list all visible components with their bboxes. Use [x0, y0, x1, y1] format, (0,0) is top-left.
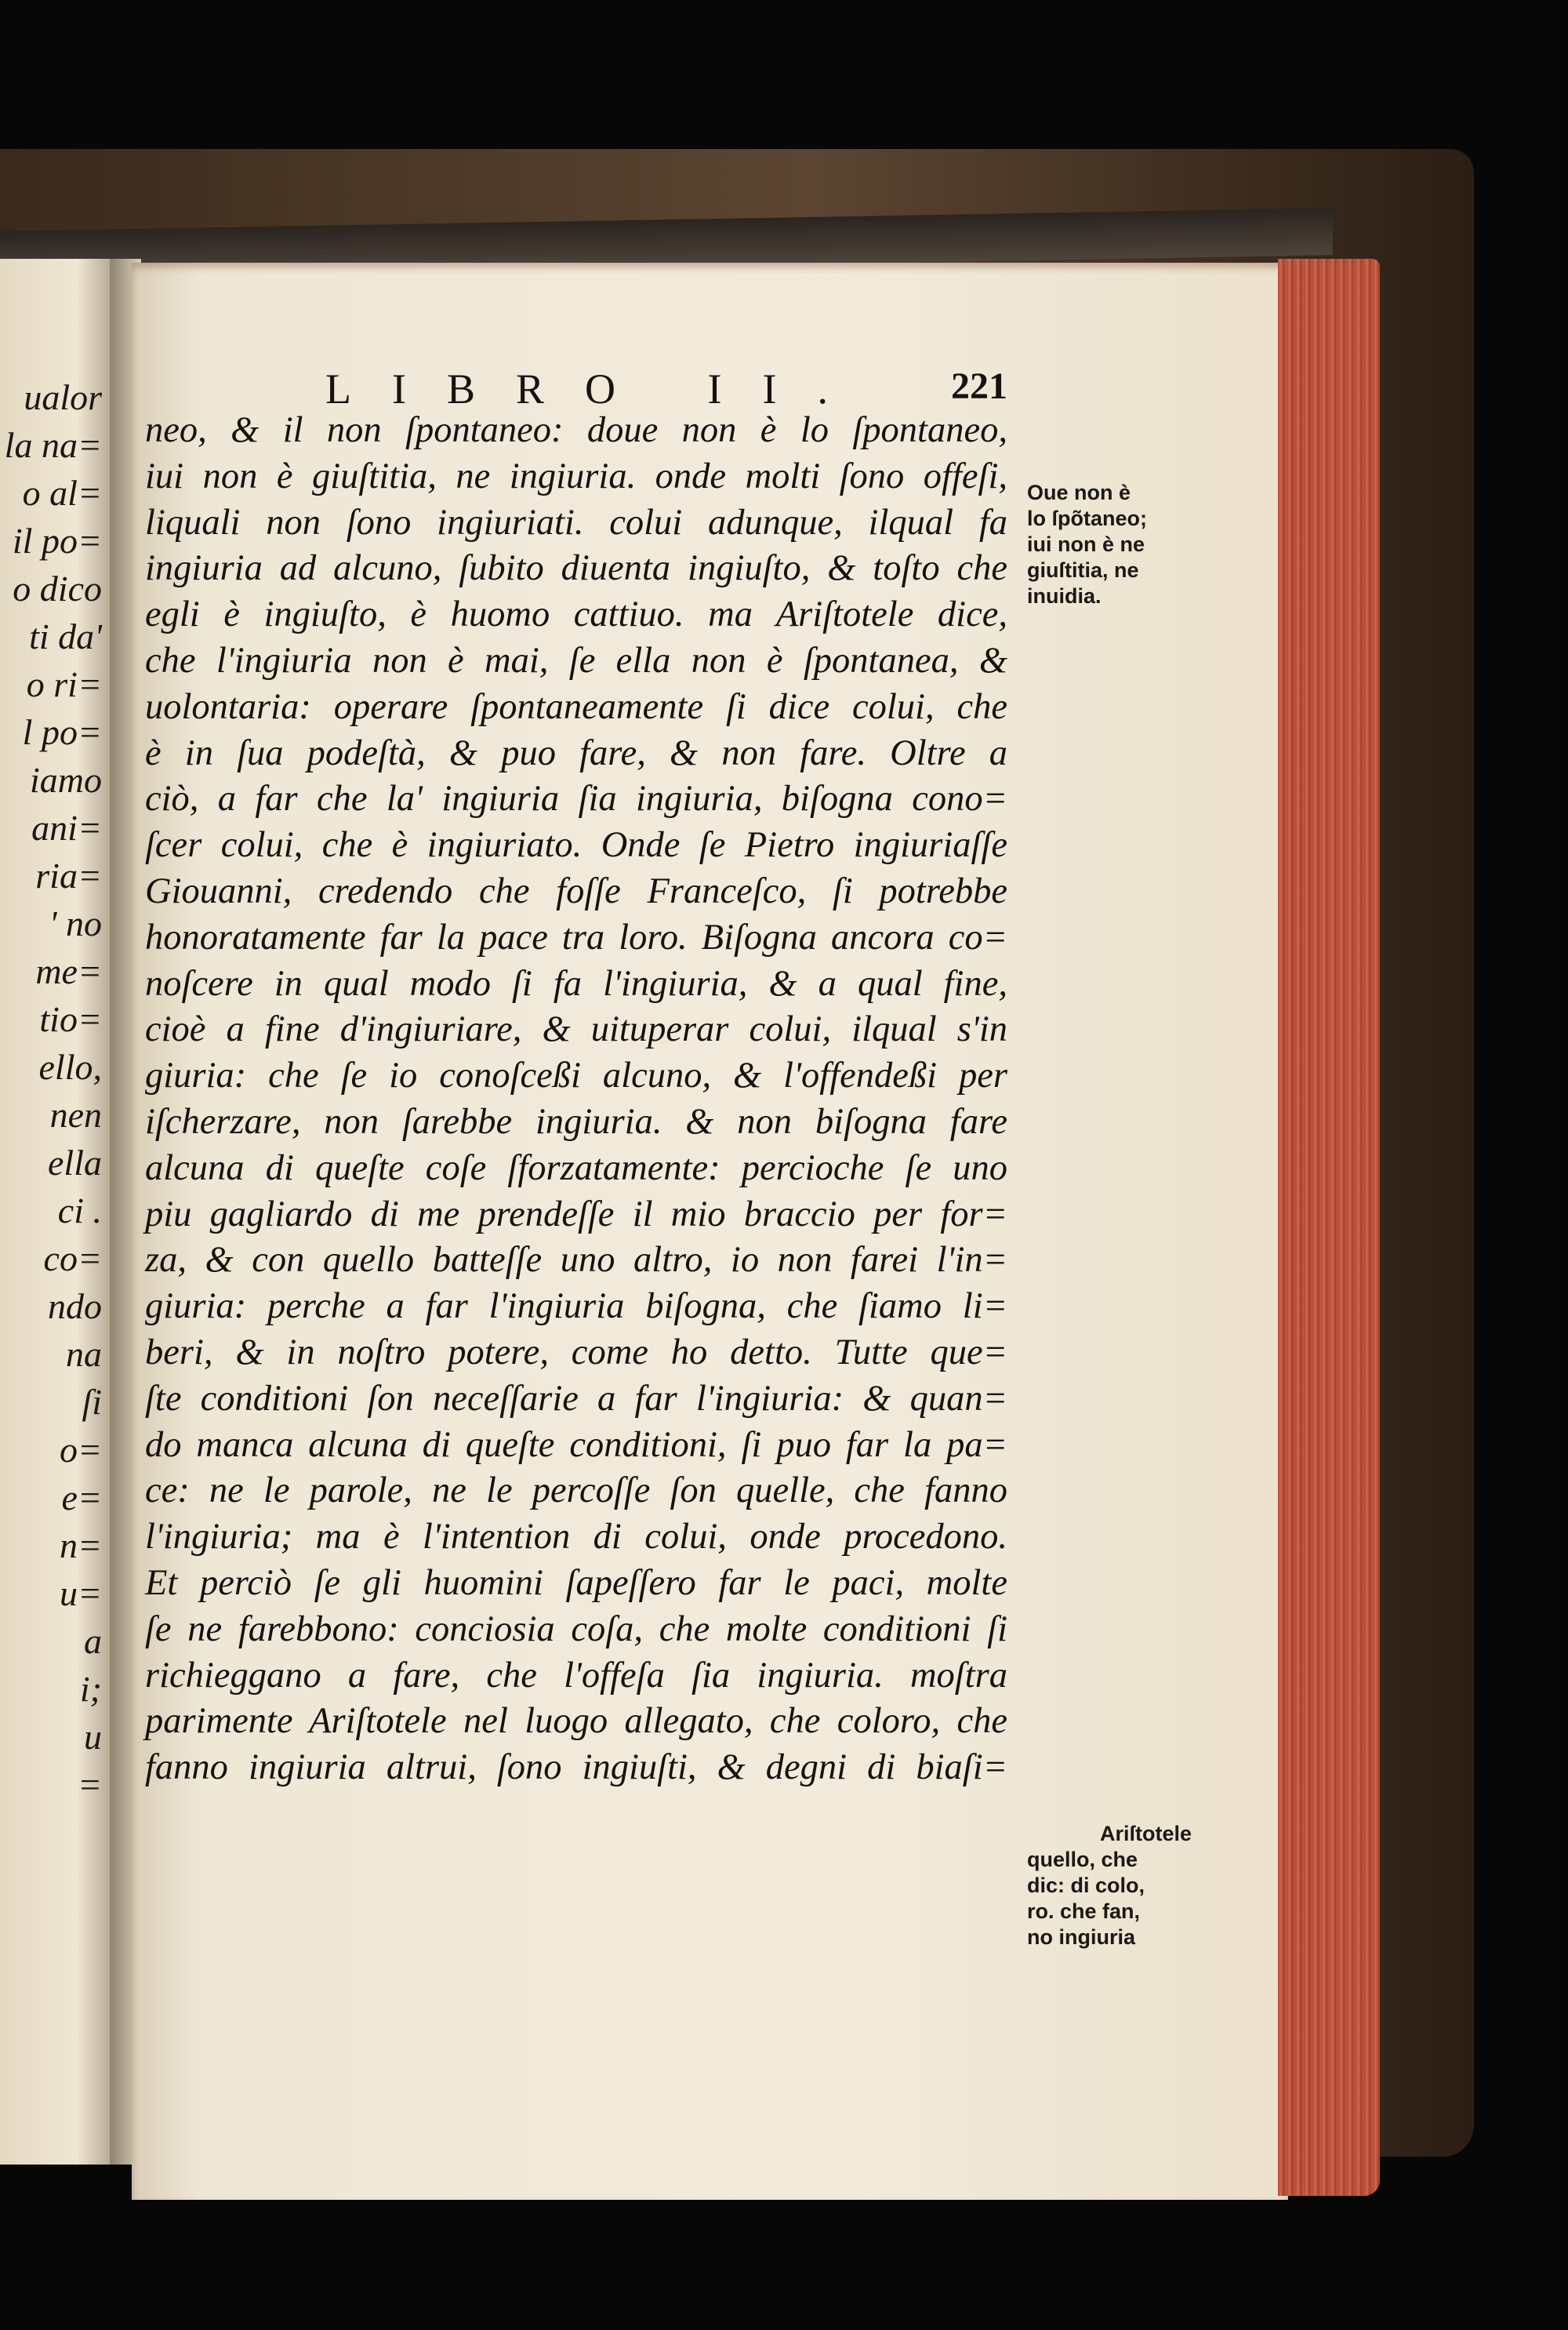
text-line: egli è ingiuſto, è huomo cattiuo. ma Ariſtotele dice, [145, 594, 1007, 635]
text-line: ce: ne le parole, ne le percoſſe ſon quelle, che fanno [145, 1470, 1007, 1511]
left-page-line-fragment: i; [79, 1669, 102, 1709]
text-line: liquali non ſono ingiuriati. colui adunque, ilqual fa [145, 502, 1007, 543]
left-page-line-fragment: co= [43, 1238, 102, 1278]
text-line: ſte conditioni ſon neceſſarie a far l'ingiuria: & quan= [145, 1378, 1007, 1419]
text-line: noſcere in qual modo ſi fa l'ingiuria, & a qual fine, [145, 963, 1007, 1004]
left-page-line-fragment: me= [35, 951, 102, 991]
text-line: Et perciò ſe gli huomini ſapeſſero far le paci, molte [145, 1562, 1007, 1603]
text-line: honoratamente far la pace tra loro. Biſogna ancora co= [145, 917, 1007, 958]
text-line: cioè a fine d'ingiuriare, & uituperar colui, ilqual s'in [145, 1009, 1007, 1050]
text-line: giuria: perche a far l'ingiuria biſogna, che ſiamo li= [145, 1286, 1007, 1327]
left-page-line-fragment: e= [61, 1478, 102, 1518]
text-line: uolontaria: operare ſpontaneamente ſi dice colui, che [145, 686, 1007, 727]
running-title: LIBRO II. [325, 365, 869, 413]
left-page-line-fragment: l po= [22, 712, 102, 752]
marginal-note-line: Oue non è [1027, 481, 1131, 504]
text-line: è in ſua podeſtà, & puo fare, & non fare. Oltre a [145, 732, 1007, 773]
marginal-note-line: Ariſtotele [1099, 1822, 1192, 1845]
left-page-line-fragment: na [66, 1334, 102, 1374]
left-page-line-fragment: o= [59, 1430, 102, 1470]
text-line: neo, & il non ſpontaneo: doue non è lo ſpontaneo, [145, 410, 1007, 450]
left-page-line-fragment: o dico [13, 569, 102, 609]
text-line: beri, & in noſtro potere, come ho detto. Tutte que= [145, 1332, 1007, 1372]
marginal-note-line: no ingiuria [1027, 1925, 1135, 1949]
left-page-line-fragment: ria= [35, 856, 102, 896]
text-line: iſcherzare, non ſarebbe ingiuria. & non biſogna fare [145, 1101, 1007, 1142]
text-line: ſe ne farebbono: conciosia coſa, che molte conditioni ſi [145, 1608, 1007, 1649]
left-page-line-fragment: ello, [38, 1047, 102, 1087]
left-page-line-fragment: u= [59, 1573, 102, 1613]
text-line: do manca alcuna di queſte conditioni, ſi puo far la pa= [145, 1424, 1007, 1465]
text-line: richieggano a fare, che l'offeſa ſia ingiuria. moſtra [145, 1655, 1007, 1696]
left-page-line-fragment: ani= [31, 808, 102, 848]
text-line: parimente Ariſtotele nel luogo allegato, che coloro, che [145, 1701, 1007, 1742]
text-line: Giouanni, credendo che foſſe Franceſco, ſi potrebbe [145, 871, 1007, 911]
left-page-line-fragment: o ri= [26, 664, 102, 704]
text-line: za, & con quello batteſſe uno altro, io non farei l'in= [145, 1240, 1007, 1281]
text-line: l'ingiuria; ma è l'intention di colui, onde procedono. [145, 1517, 1007, 1558]
left-page [0, 259, 110, 2165]
main-text-block [145, 408, 1007, 1791]
marginal-note [1027, 480, 1147, 609]
left-page-line-fragment: = [77, 1765, 102, 1805]
left-page-line-fragment: o al= [22, 473, 102, 513]
marginal-note-line: giuſtitia, ne [1027, 558, 1139, 582]
marginal-note-line: iui non è ne [1027, 533, 1145, 556]
text-line: ingiuria ad alcuno, ſubito diuenta ingiuſto, & toſto che [145, 548, 1007, 589]
page-edges [1278, 259, 1380, 2196]
text-line: ciò, a far che la' ingiuria ſia ingiuria, biſogna cono= [145, 779, 1007, 820]
left-page-line-fragment: il po= [12, 521, 102, 561]
text-line: giuria: che ſe io conoſceßi alcuno, & l'offendeßi per [145, 1056, 1007, 1096]
left-page-line-fragment: nen [49, 1095, 102, 1135]
left-page-line-fragment: u [84, 1717, 102, 1757]
text-line: fanno ingiuria altrui, ſono ingiuſti, & degni di biaſi= [145, 1747, 1007, 1788]
left-page-line-fragment: a [84, 1621, 102, 1661]
marginal-note-line: ro. che fan, [1027, 1899, 1141, 1923]
marginal-note [1027, 1821, 1192, 1950]
text-line: ſcer colui, che è ingiuriato. Onde ſe Pietro ingiuriaſſe [145, 825, 1007, 866]
text-line: iui non è giuſtitia, ne ingiuria. onde molti ſono offeſi, [145, 456, 1007, 496]
left-page-line-fragment: ' no [49, 903, 102, 943]
left-page-line-fragment: la na= [4, 425, 102, 465]
marginal-note-line: inuidia. [1027, 584, 1102, 608]
left-page-line-fragment: ci . [57, 1190, 102, 1230]
marginal-note-line: dic: di colo, [1027, 1874, 1145, 1897]
text-line: piu gagliardo di me prendeſſe il mio braccio per for= [145, 1194, 1007, 1234]
left-page-line-fragment: n= [59, 1525, 102, 1565]
left-page-line-fragment: ti da' [29, 616, 102, 656]
left-page-line-fragment: iamo [30, 760, 102, 800]
left-page-line-fragment: ualor [24, 377, 102, 417]
text-line: che l'ingiuria non è mai, ſe ella non è ſpontanea, & [145, 640, 1007, 681]
marginal-note-line: quello, che [1027, 1848, 1138, 1871]
left-page-line-fragment: tio= [39, 999, 102, 1039]
marginal-note-line: lo ſpõtaneo; [1027, 507, 1147, 530]
page-number: 221 [951, 365, 1007, 407]
left-page-line-fragment: ella [48, 1143, 102, 1183]
text-line: alcuna di queſte coſe ſforzatamente: percioche ſe uno [145, 1147, 1007, 1188]
left-page-line-fragment: ndo [48, 1286, 102, 1326]
left-page-line-fragment: ſi [82, 1382, 102, 1422]
